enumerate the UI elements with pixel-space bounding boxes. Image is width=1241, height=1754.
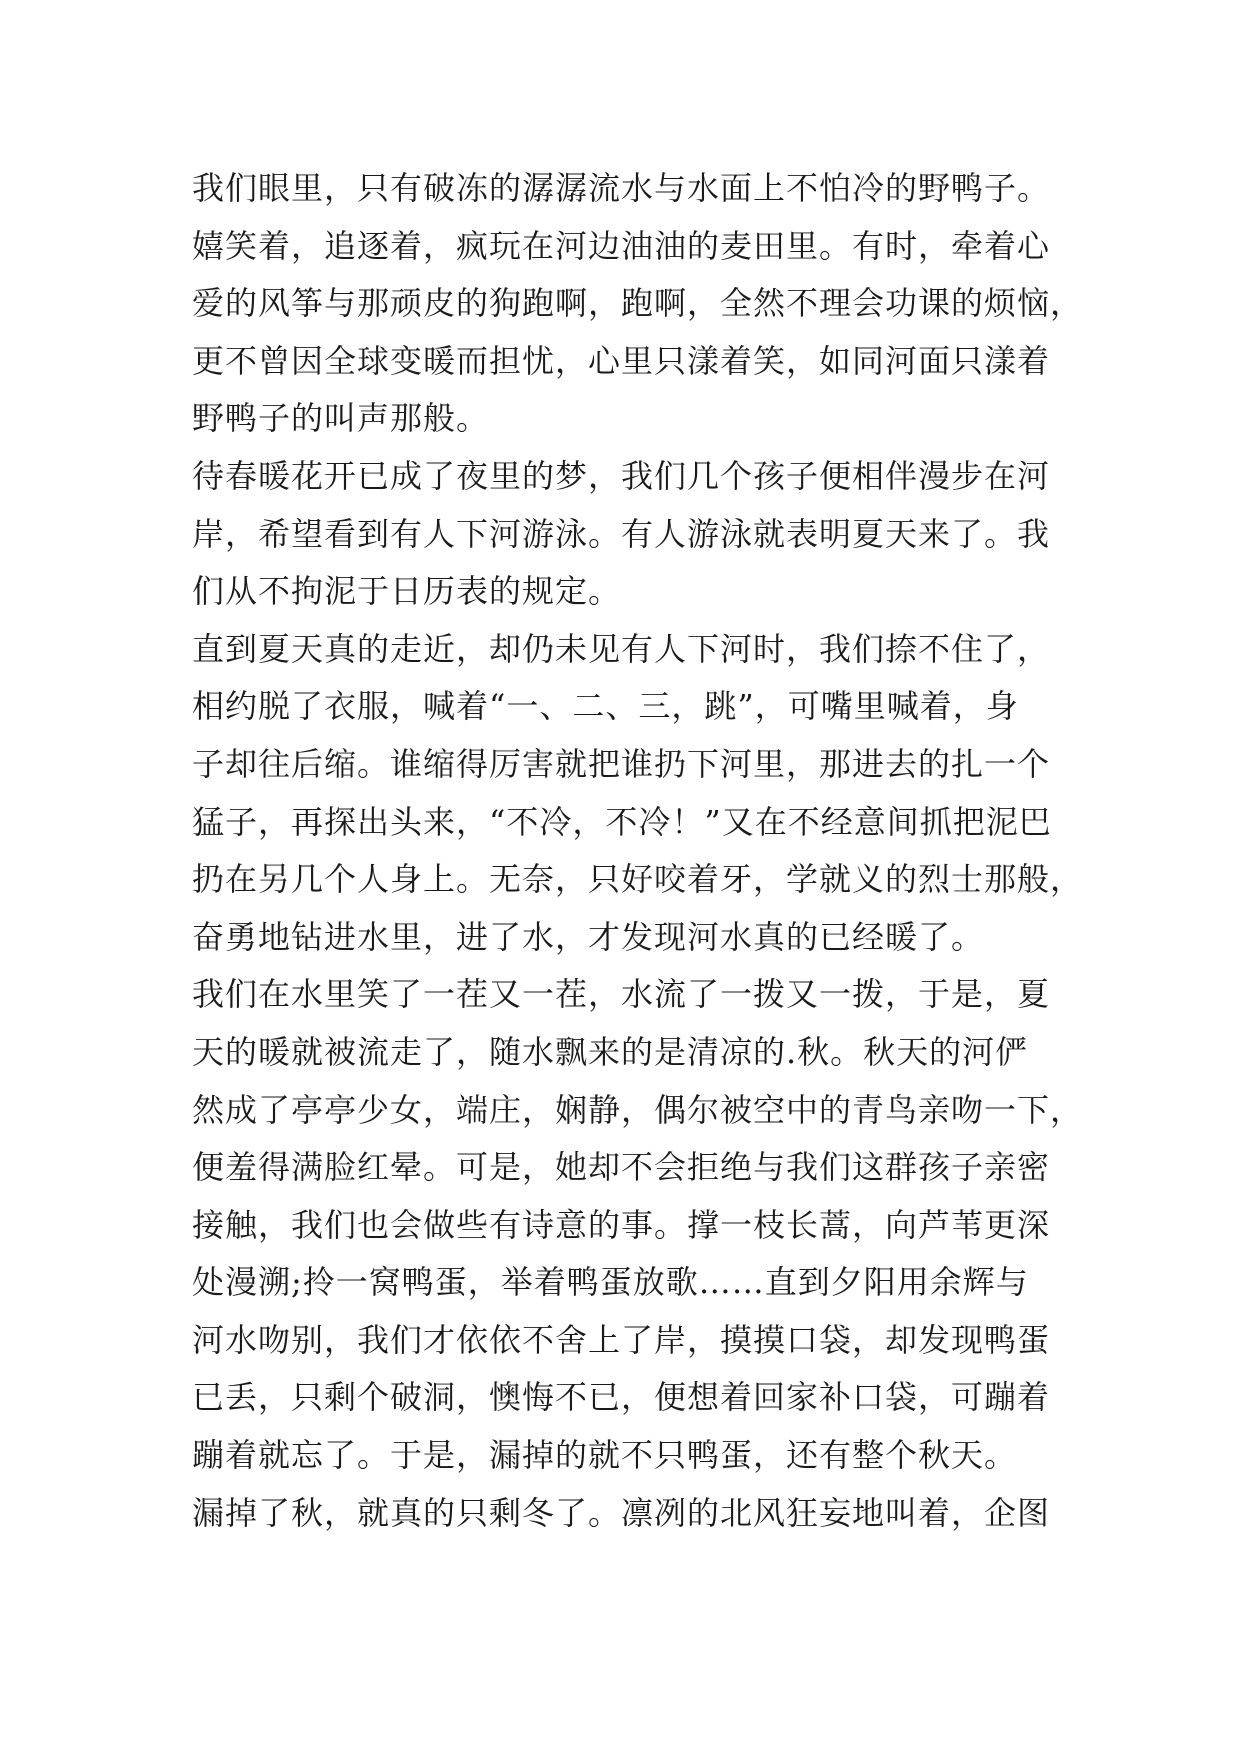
text-line: 嬉笑着，追逐着，疯玩在河边油油的麦田里。有时，牵着心	[192, 226, 1051, 265]
text-line: 已丢，只剩个破洞，懊悔不已，便想着回家补口袋，可蹦着	[192, 1378, 1051, 1417]
text-line: 河水吻别，我们才依依不舍上了岸，摸摸口袋，却发现鸭蛋	[192, 1320, 1051, 1359]
text-line: 我们在水里笑了一茬又一茬，水流了一拨又一拨，于是，夏	[192, 975, 1051, 1014]
text-line: 子却往后缩。谁缩得厉害就把谁扔下河里，那进去的扎一个	[192, 744, 1051, 783]
text-line: 扔在另几个人身上。无奈，只好咬着牙，学就义的烈士那般，	[192, 860, 1084, 899]
text-line: 接触，我们也会做些有诗意的事。撑一枝长蒿，向芦苇更深	[192, 1205, 1051, 1244]
text-line: 处漫溯;拎一窝鸭蛋，举着鸭蛋放歌……直到夕阳用余辉与	[192, 1263, 1029, 1302]
text-line: 我们眼里，只有破冻的潺潺流水与水面上不怕冷的野鸭子。	[192, 169, 1051, 207]
text-line: 漏掉了秋，就真的只剩冬了。凛冽的北风狂妄地叫着，企图	[192, 1493, 1051, 1532]
text-line: 更不曾因全球变暖而担忧，心里只漾着笑，如同河面只漾着	[192, 341, 1051, 380]
text-line: 便羞得满脸红晕。可是，她却不会拒绝与我们这群孩子亲密	[192, 1148, 1051, 1187]
text-line: 岸，希望看到有人下河游泳。有人游泳就表明夏天来了。我	[192, 514, 1051, 553]
text-line: 猛子，再探出头来，“不冷，不冷！”又在不经意间抓把泥巴	[192, 802, 1052, 841]
text-line: 蹦着就忘了。于是，漏掉的就不只鸭蛋，还有整个秋天。	[192, 1436, 1018, 1475]
text-line: 天的暖就被流走了，随水飘来的是清凉的.秋。秋天的河俨	[192, 1032, 1029, 1071]
body-text	[192, 160, 1084, 1542]
text-line: 待春暖花开已成了夜里的梦，我们几个孩子便相伴漫步在河	[192, 456, 1051, 495]
text-line: 野鸭子的叫声那般。	[192, 399, 490, 438]
text-line: 直到夏天真的走近，却仍未见有人下河时，我们捺不住了，	[192, 629, 1051, 668]
text-line: 爱的风筝与那顽皮的狗跑啊，跑啊，全然不理会功课的烦恼，	[192, 284, 1084, 323]
text-line: 们从不拘泥于日历表的规定。	[192, 572, 622, 611]
text-line: 相约脱了衣服，喊着“一、二、三，跳”，可嘴里喊着，身	[192, 687, 1019, 726]
text-line: 然成了亭亭少女，端庄，娴静，偶尔被空中的青鸟亲吻一下，	[192, 1090, 1084, 1129]
text-line: 奋勇地钻进水里，进了水，才发现河水真的已经暖了。	[192, 917, 985, 956]
